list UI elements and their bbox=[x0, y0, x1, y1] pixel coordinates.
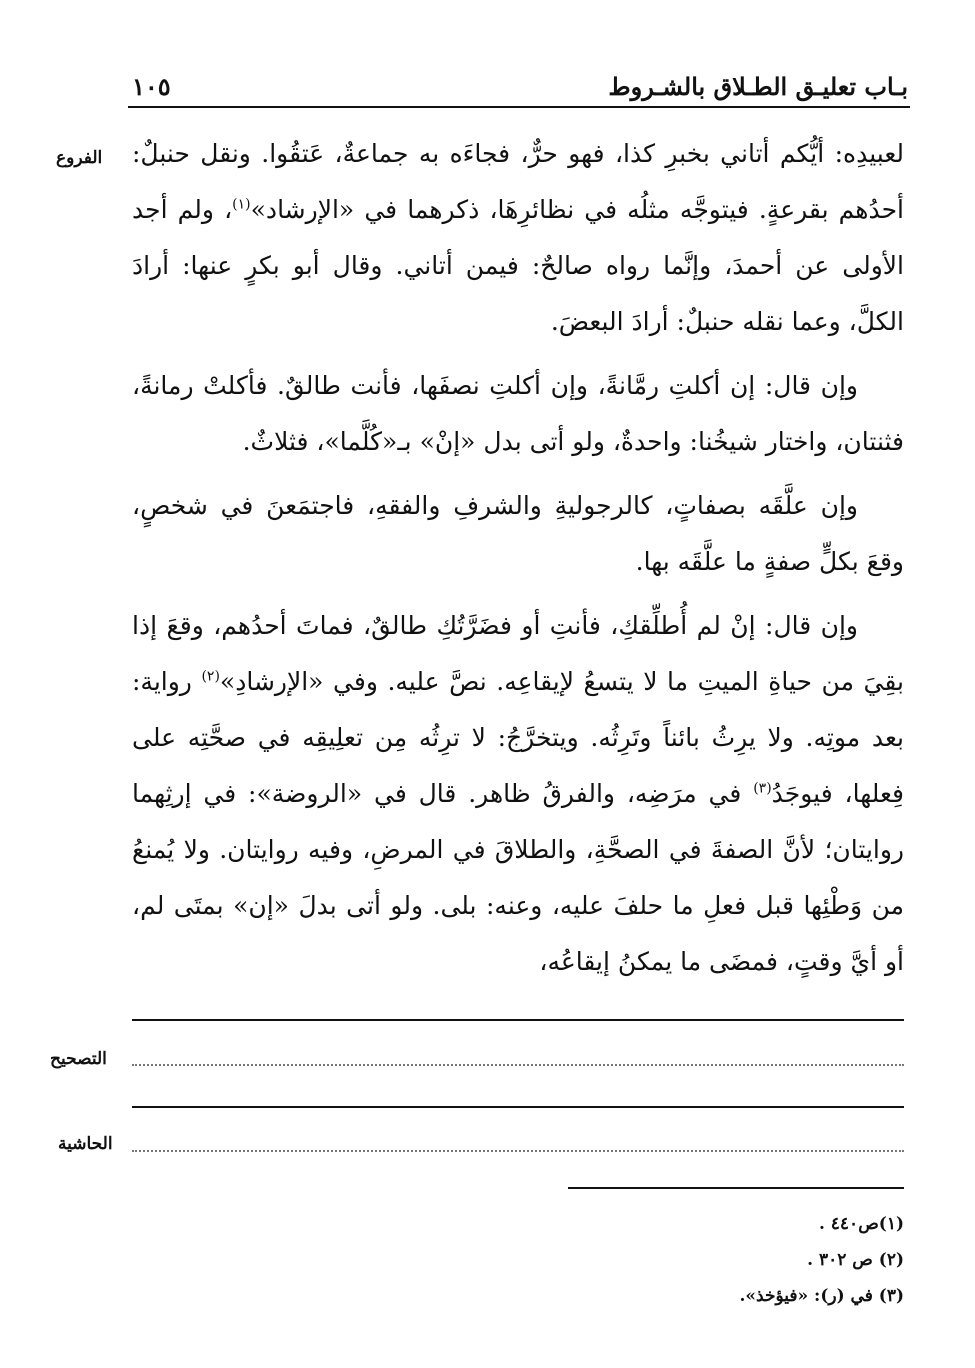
paragraph-4-middle: رواية: بعد موتِه. ولا يرِثُ بائناً وتَرِثُه. ويتخرَّجُ: لا ترِثُه مِن تعلِيقِه في صحَّتِه على فِعلها، فيوجَدُ bbox=[132, 667, 905, 808]
side-label-tashih: التصحيح bbox=[50, 1049, 107, 1069]
footnotes bbox=[560, 1206, 904, 1314]
chapter-title: بـاب تعليـق الطـلاق بالشـروط bbox=[608, 72, 908, 101]
paragraph-4-rest: في مرَضِه، والفرقُ ظاهر. قال في «الروضة»: في إرثِهما روايتان؛ لأنَّ الصفةَ في الصحَّةِ، والطلاقَ في المرضِ، وفيه روايتان. ولا يُمنعُ من وَطْئِها قبل فعلِ ما حلفَ عليه، وعنه: بلى. ولو أتى بدلَ «إن» بمتَى لم، أو أيَّ وقتٍ، فمضَى ما يمكنُ إيقاعُه، bbox=[132, 779, 904, 976]
footnote-2: (٢) ص ٣٠٢ . bbox=[807, 1250, 904, 1270]
tashih-dotted-line bbox=[132, 1064, 904, 1066]
main-text bbox=[132, 126, 904, 990]
footnote-separator bbox=[568, 1187, 904, 1189]
footnote-ref-2: (٢) bbox=[201, 668, 220, 685]
footnote-1: (١)ص٤٤٠ . bbox=[818, 1214, 904, 1234]
side-label-hashiya: الحاشية bbox=[58, 1134, 113, 1154]
paragraph-4 bbox=[132, 598, 904, 990]
page-number: ١٠٥ bbox=[132, 72, 171, 101]
tashih-top-rule bbox=[132, 1019, 904, 1021]
paragraph-3: وإن علَّقَه بصفاتٍ، كالرجوليةِ والشرفِ والفقهِ، فاجتمَعنَ في شخصٍ، وقعَ بكلٍّ صفةٍ ما علَّقَه بها. bbox=[132, 491, 904, 576]
paragraph-1-rest: ، ولم أجد الأولى عن أحمدَ، وإنَّما رواه صالحٌ: فيمن أتاني. وقال أبو بكرٍ عنها: أرادَ الكلَّ، وعما نقله حنبلٌ: أرادَ البعضَ. bbox=[132, 195, 904, 336]
paragraph-1-text: لعبيدِه: أيُّكم أتاني بخبرِ كذا، فهو حرٌّ، فجاءَه به جماعةٌ، عَتقُوا. ونقل حنبلٌ: أحدُهم بقرعةٍ. فيتوجَّه مثلُه في نظائرِهَا، ذكرهما في «الإرشاد» bbox=[132, 139, 904, 224]
side-label-furoo: الفروع bbox=[56, 148, 103, 168]
hashiya-top-rule bbox=[132, 1106, 904, 1108]
footnote-3: (٣) في (ر): «فيؤخذ». bbox=[739, 1286, 904, 1306]
paragraph-1 bbox=[132, 126, 904, 350]
footnote-ref-1: (١) bbox=[232, 196, 251, 213]
hashiya-dotted-line bbox=[132, 1150, 904, 1152]
page-header bbox=[128, 66, 910, 108]
paragraph-2: وإن قال: إن أكلتِ رمَّانةً، وإن أكلتِ نصفَها، فأنت طالقٌ. فأكلتْ رمانةً، فثنتان، واختار شيخُنا: واحدةٌ، ولو أتى بدل «إنْ» بـ«كُلَّما»، فثلاثٌ. bbox=[132, 371, 904, 456]
footnote-ref-3: (٣) bbox=[753, 780, 772, 797]
paragraph-4-text: وإن قال: إنْ لم أُطلِّقكِ، فأنتِ أو فضَرَّتُكِ طالقٌ، فماتَ أحدُهم، وقعَ إذا بقِيَ من حياةِ الميتِ ما لا يتسعُ لإيقاعِه. نصَّ عليه. وفي «الإرشادِ» bbox=[132, 611, 904, 696]
